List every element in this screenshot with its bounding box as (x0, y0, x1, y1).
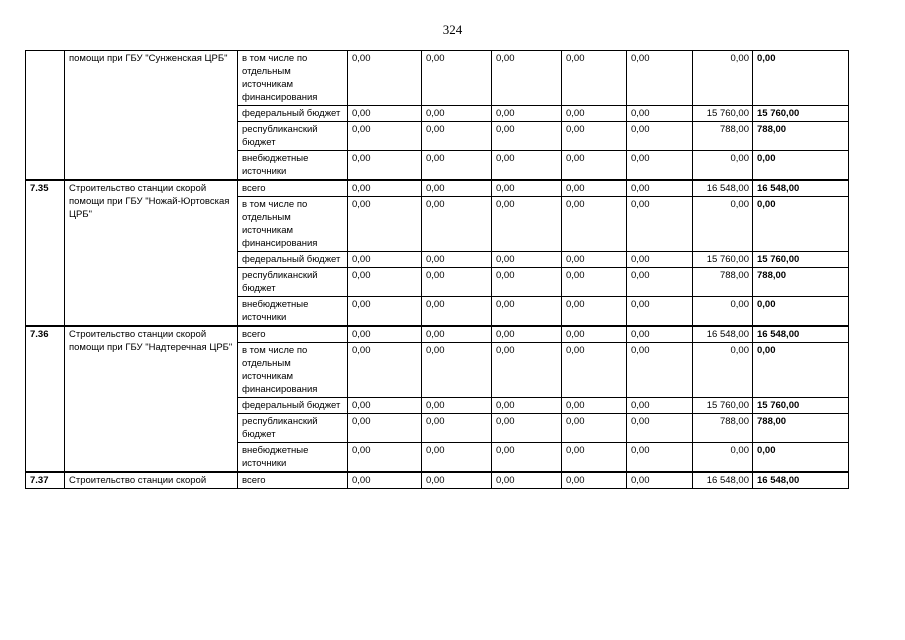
amount-cell: 0,00 (348, 297, 422, 327)
amount-cell: 0,00 (422, 122, 492, 151)
amount-cell: 0,00 (627, 297, 693, 327)
amount-cell: 0,00 (348, 268, 422, 297)
amount-cell: 16 548,00 (693, 180, 753, 197)
amount-cell: 0,00 (492, 297, 562, 327)
amount-cell: 0,00 (562, 106, 627, 122)
total-cell: 0,00 (753, 297, 849, 327)
amount-cell: 0,00 (562, 51, 627, 106)
amount-cell: 0,00 (627, 252, 693, 268)
table-row (26, 180, 849, 197)
amount-cell: 0,00 (627, 326, 693, 343)
amount-cell: 0,00 (693, 443, 753, 473)
amount-cell: 0,00 (492, 414, 562, 443)
amount-cell: 0,00 (492, 268, 562, 297)
total-cell: 0,00 (753, 151, 849, 181)
funding-source-cell: внебюджетные источники (238, 297, 348, 327)
funding-source-cell: федеральный бюджет (238, 252, 348, 268)
funding-source-cell: всего (238, 180, 348, 197)
amount-cell: 0,00 (627, 51, 693, 106)
item-code-cell: 7.35 (26, 180, 65, 326)
amount-cell: 0,00 (693, 297, 753, 327)
amount-cell: 0,00 (562, 252, 627, 268)
amount-cell: 0,00 (422, 414, 492, 443)
amount-cell: 0,00 (492, 180, 562, 197)
amount-cell: 0,00 (562, 326, 627, 343)
total-cell: 0,00 (753, 51, 849, 106)
amount-cell: 788,00 (693, 122, 753, 151)
amount-cell: 0,00 (693, 151, 753, 181)
total-cell: 788,00 (753, 414, 849, 443)
amount-cell: 0,00 (492, 151, 562, 181)
amount-cell: 0,00 (348, 151, 422, 181)
funding-source-cell: федеральный бюджет (238, 106, 348, 122)
amount-cell: 0,00 (627, 414, 693, 443)
amount-cell: 788,00 (693, 268, 753, 297)
total-cell: 0,00 (753, 197, 849, 252)
amount-cell: 0,00 (348, 51, 422, 106)
table-row (26, 472, 849, 489)
amount-cell: 0,00 (492, 252, 562, 268)
amount-cell: 16 548,00 (693, 326, 753, 343)
amount-cell: 0,00 (492, 122, 562, 151)
amount-cell: 0,00 (693, 197, 753, 252)
item-code-cell: 7.37 (26, 472, 65, 489)
amount-cell: 0,00 (348, 252, 422, 268)
total-cell: 15 760,00 (753, 252, 849, 268)
amount-cell: 0,00 (492, 343, 562, 398)
amount-cell: 0,00 (492, 472, 562, 489)
amount-cell: 0,00 (492, 51, 562, 106)
item-code-cell: 7.36 (26, 326, 65, 472)
amount-cell: 0,00 (562, 122, 627, 151)
amount-cell: 0,00 (562, 343, 627, 398)
amount-cell: 0,00 (348, 106, 422, 122)
amount-cell: 0,00 (492, 398, 562, 414)
table-row (26, 326, 849, 343)
amount-cell: 0,00 (348, 398, 422, 414)
amount-cell: 0,00 (627, 106, 693, 122)
amount-cell: 0,00 (422, 297, 492, 327)
amount-cell: 15 760,00 (693, 106, 753, 122)
amount-cell: 0,00 (348, 180, 422, 197)
amount-cell: 0,00 (348, 343, 422, 398)
item-name-cell: Строительство станции скорой помощи при ГБУ "Ножай-Юртовская ЦРБ" (65, 180, 238, 326)
funding-source-cell: в том числе по отдельным источникам финансирования (238, 343, 348, 398)
amount-cell: 0,00 (348, 414, 422, 443)
amount-cell: 0,00 (627, 398, 693, 414)
funding-source-cell: всего (238, 326, 348, 343)
amount-cell: 0,00 (627, 443, 693, 473)
amount-cell: 0,00 (562, 472, 627, 489)
amount-cell: 0,00 (627, 151, 693, 181)
amount-cell: 0,00 (562, 297, 627, 327)
total-cell: 0,00 (753, 343, 849, 398)
item-code-cell (26, 51, 65, 181)
amount-cell: 0,00 (693, 51, 753, 106)
total-cell: 16 548,00 (753, 326, 849, 343)
budget-table (25, 50, 849, 489)
amount-cell: 0,00 (422, 180, 492, 197)
amount-cell: 0,00 (422, 197, 492, 252)
amount-cell: 0,00 (422, 326, 492, 343)
amount-cell: 0,00 (422, 268, 492, 297)
amount-cell: 0,00 (627, 343, 693, 398)
page-number: 324 (442, 22, 463, 37)
total-cell: 788,00 (753, 268, 849, 297)
amount-cell: 0,00 (562, 268, 627, 297)
item-name-cell: Строительство станции скорой (65, 472, 238, 489)
amount-cell: 788,00 (693, 414, 753, 443)
total-cell: 788,00 (753, 122, 849, 151)
amount-cell: 0,00 (348, 443, 422, 473)
total-cell: 16 548,00 (753, 180, 849, 197)
funding-source-cell: республиканский бюджет (238, 268, 348, 297)
funding-source-cell: всего (238, 472, 348, 489)
total-cell: 0,00 (753, 443, 849, 473)
item-name-cell: помощи при ГБУ "Сунженская ЦРБ" (65, 51, 238, 181)
total-cell: 15 760,00 (753, 398, 849, 414)
amount-cell: 0,00 (562, 443, 627, 473)
amount-cell: 0,00 (348, 472, 422, 489)
funding-source-cell: республиканский бюджет (238, 414, 348, 443)
table-row (26, 51, 849, 106)
funding-source-cell: внебюджетные источники (238, 151, 348, 181)
total-cell: 16 548,00 (753, 472, 849, 489)
amount-cell: 0,00 (627, 197, 693, 252)
item-name-cell: Строительство станции скорой помощи при ГБУ "Надтеречная ЦРБ" (65, 326, 238, 472)
funding-source-cell: внебюджетные источники (238, 443, 348, 473)
amount-cell: 0,00 (422, 398, 492, 414)
amount-cell: 0,00 (562, 197, 627, 252)
amount-cell: 0,00 (422, 51, 492, 106)
amount-cell: 0,00 (422, 252, 492, 268)
amount-cell: 0,00 (627, 268, 693, 297)
amount-cell: 0,00 (627, 180, 693, 197)
amount-cell: 0,00 (492, 197, 562, 252)
amount-cell: 0,00 (562, 151, 627, 181)
amount-cell: 0,00 (492, 106, 562, 122)
total-cell: 15 760,00 (753, 106, 849, 122)
table-body (26, 51, 849, 489)
amount-cell: 0,00 (422, 151, 492, 181)
amount-cell: 0,00 (562, 414, 627, 443)
amount-cell: 0,00 (627, 122, 693, 151)
amount-cell: 0,00 (348, 326, 422, 343)
amount-cell: 15 760,00 (693, 252, 753, 268)
amount-cell: 0,00 (422, 106, 492, 122)
amount-cell: 15 760,00 (693, 398, 753, 414)
amount-cell: 0,00 (422, 443, 492, 473)
funding-source-cell: федеральный бюджет (238, 398, 348, 414)
funding-source-cell: в том числе по отдельным источникам финансирования (238, 51, 348, 106)
amount-cell: 0,00 (693, 343, 753, 398)
amount-cell: 0,00 (492, 443, 562, 473)
amount-cell: 0,00 (422, 343, 492, 398)
amount-cell: 0,00 (348, 122, 422, 151)
amount-cell: 0,00 (422, 472, 492, 489)
funding-source-cell: в том числе по отдельным источникам финансирования (238, 197, 348, 252)
funding-source-cell: республиканский бюджет (238, 122, 348, 151)
amount-cell: 16 548,00 (693, 472, 753, 489)
amount-cell: 0,00 (627, 472, 693, 489)
amount-cell: 0,00 (562, 180, 627, 197)
amount-cell: 0,00 (348, 197, 422, 252)
amount-cell: 0,00 (492, 326, 562, 343)
amount-cell: 0,00 (562, 398, 627, 414)
